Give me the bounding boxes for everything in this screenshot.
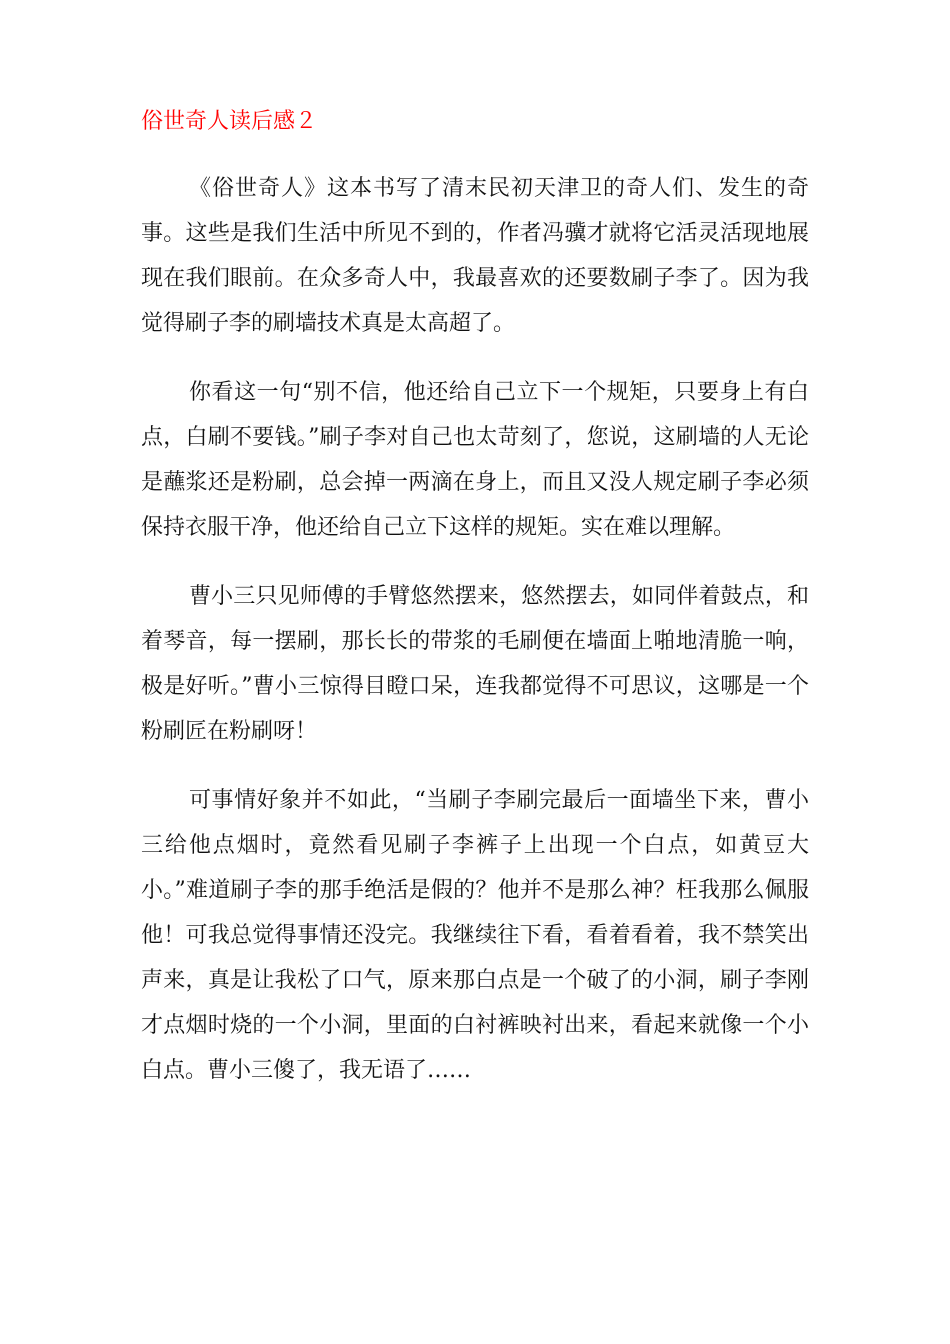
- paragraph-1: 《俗世奇人》这本书写了清末民初天津卫的奇人们、发生的奇事。这些是我们生活中所见不到的，作者冯骥才就将它活灵活现地展现在我们眼前。在众多奇人中，我最喜欢的还要数刷子李了。因为我觉得刷子李的刷墙技术真是太高超了。: [141, 176, 809, 336]
- document-body: [141, 166, 809, 1117]
- paragraph-2: 你看这一句“别不信，他还给自己立下一个规矩，只要身上有白点，白刷不要钱。”刷子李对自己也太苛刻了，您说，这刷墙的人无论是蘸浆还是粉刷，总会掉一两滴在身上，而且又没人规定刷子李必须保持衣服干净，他还给自己立下这样的规矩。实在难以理解。: [141, 380, 809, 540]
- paragraph-3: 曹小三只见师傅的手臂悠然摆来，悠然摆去，如同伴着鼓点，和着琴音，每一摆刷，那长长的带浆的毛刷便在墙面上啪地清脆一响，极是好听。”曹小三惊得目瞪口呆，连我都觉得不可思议，这哪是一个粉刷匠在粉刷呀！: [141, 584, 809, 744]
- document-title: 俗世奇人读后感２: [141, 109, 318, 134]
- paragraph-4: 可事情好象并不如此，“当刷子李刷完最后一面墙坐下来，曹小三给他点烟时，竟然看见刷子李裤子上出现一个白点，如黄豆大小。”难道刷子李的那手绝活是假的？他并不是那么神？枉我那么佩服他！可我总觉得事情还没完。我继续往下看，看着看着，我不禁笑出声来，真是让我松了口气，原来那白点是一个破了的小洞，刷子李刚才点烟时烧的一个小洞，里面的白衬裤映衬出来，看起来就像一个小白点。曹小三傻了，我无语了……: [141, 788, 809, 1083]
